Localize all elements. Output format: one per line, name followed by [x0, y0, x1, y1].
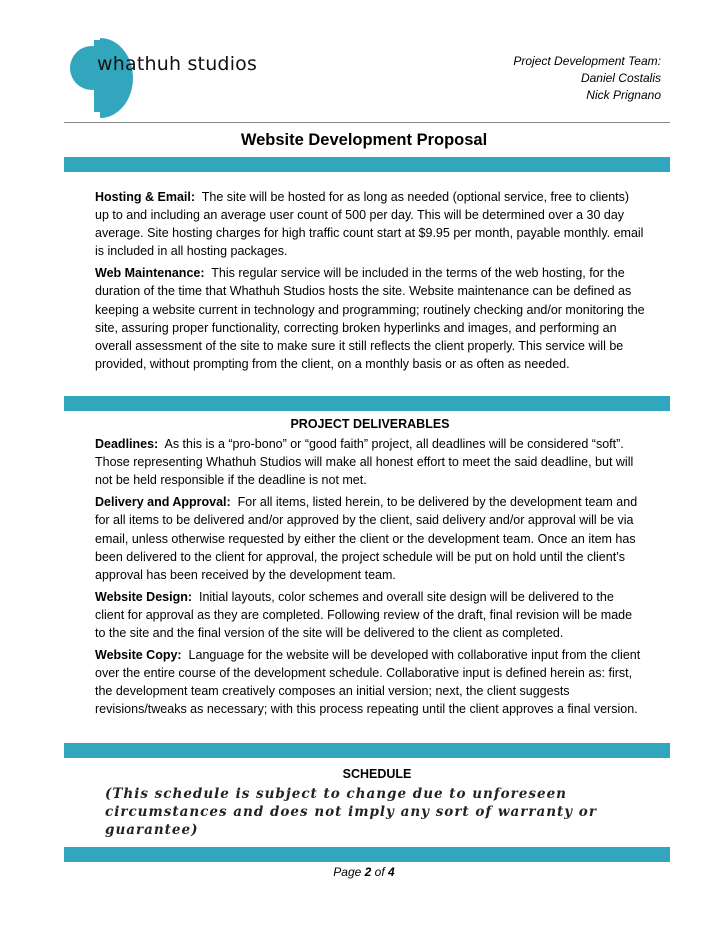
paragraph-label: Hosting & Email:	[95, 190, 196, 204]
team-member: Nick Prignano	[586, 88, 661, 102]
paragraph-label: Delivery and Approval:	[95, 495, 231, 510]
section-divider-bar	[64, 743, 670, 758]
document-title: Website Development Proposal	[240, 131, 488, 149]
team-member: Daniel Costalis	[580, 71, 661, 85]
logo-text: whathuh studios	[97, 53, 258, 75]
paragraph-hosting	[95, 188, 645, 260]
paragraph-website-copy	[95, 646, 645, 718]
paragraph-label: Web Maintenance:	[95, 266, 205, 281]
section-divider-bar	[64, 847, 670, 862]
total-pages: 4	[388, 865, 395, 879]
paragraph-text: This regular service will be included in the terms of the web hosting, for the duration of the time that Whathuh Studios hosts the site. Website maintenance can be defined as keeping a website current in technology and programming; routinely checking and/or monitoring the site, assuring proper functionality, correcting broken hyperlinks and images, and performing an overall assessment of the site to make sure it still reflects the client properly. This service will be provided, without prompting from the client, on a monthly basis or as often as needed.	[95, 266, 645, 371]
paragraph-website-design	[95, 588, 645, 642]
deliverables-section	[95, 415, 645, 723]
header-divider	[64, 122, 670, 123]
section-divider-bar	[64, 396, 670, 411]
paragraph-delivery-approval	[95, 493, 645, 583]
footer-middle: of	[371, 865, 389, 879]
footer-prefix: Page	[333, 865, 365, 879]
deliverables-heading: PROJECT DELIVERABLES	[290, 417, 450, 431]
section-divider-bar	[64, 157, 670, 172]
paragraph-deadlines	[95, 435, 645, 489]
current-page: 2	[364, 865, 372, 879]
whathuh-logo	[70, 38, 320, 118]
project-team	[513, 53, 661, 104]
paragraph-label: Website Copy:	[95, 648, 182, 663]
paragraph-text: The site will be hosted for as long as needed (optional service, free to clients) up to and including an average user count of 500 per day. This will be determined over a 30 day average. Site hosting charges for high traffic count start at $9.95 per month, payable monthly. email is included in all hosting packages.	[95, 190, 644, 259]
paragraph-maintenance	[95, 264, 645, 373]
schedule-heading: SCHEDULE	[342, 767, 412, 781]
paragraph-text: For all items, listed herein, to be delivered by the development team and for all items to be delivered and/or approved by the client, said delivery and/or approval will be via email, unless otherwise requested by either the client or the development team. Once an item has been delivered to the client for approval, the project schedule will be put on hold until the client’s approval has been received by the development team.	[95, 495, 638, 582]
paragraph-label: Deadlines:	[95, 437, 159, 452]
paragraph-label: Website Design:	[95, 589, 193, 604]
paragraph-text: As this is a “pro-bono” or “good faith” project, all deadlines will be considered “soft”. Those representing Whathuh Studios will make all honest effort to meet the said deadline, but will not be held responsible if the deadline is not met.	[95, 437, 634, 488]
hosting-section	[95, 188, 645, 377]
team-label: Project Development Team:	[513, 54, 661, 68]
schedule-disclaimer: (This schedule is subject to change due to unforeseen circumstances and does not imply any sort of warranty or guarantee)	[105, 786, 597, 839]
paragraph-text: Initial layouts, color schemes and overall site design will be delivered to the client for approval as they are completed. Following review of the draft, final revision will be made to the site and the final version of the site will be delivered to the client as completed.	[95, 589, 633, 641]
page-number-footer	[0, 865, 728, 879]
paragraph-text: Language for the website will be developed with collaborative input from the client over the entire course of the development schedule. Collaborative input is defined herein as: first, the development team creatively composes an initial version; next, the client suggests revisions/tweaks as necessary; with this process repeating until the client approves a final version.	[95, 648, 641, 717]
